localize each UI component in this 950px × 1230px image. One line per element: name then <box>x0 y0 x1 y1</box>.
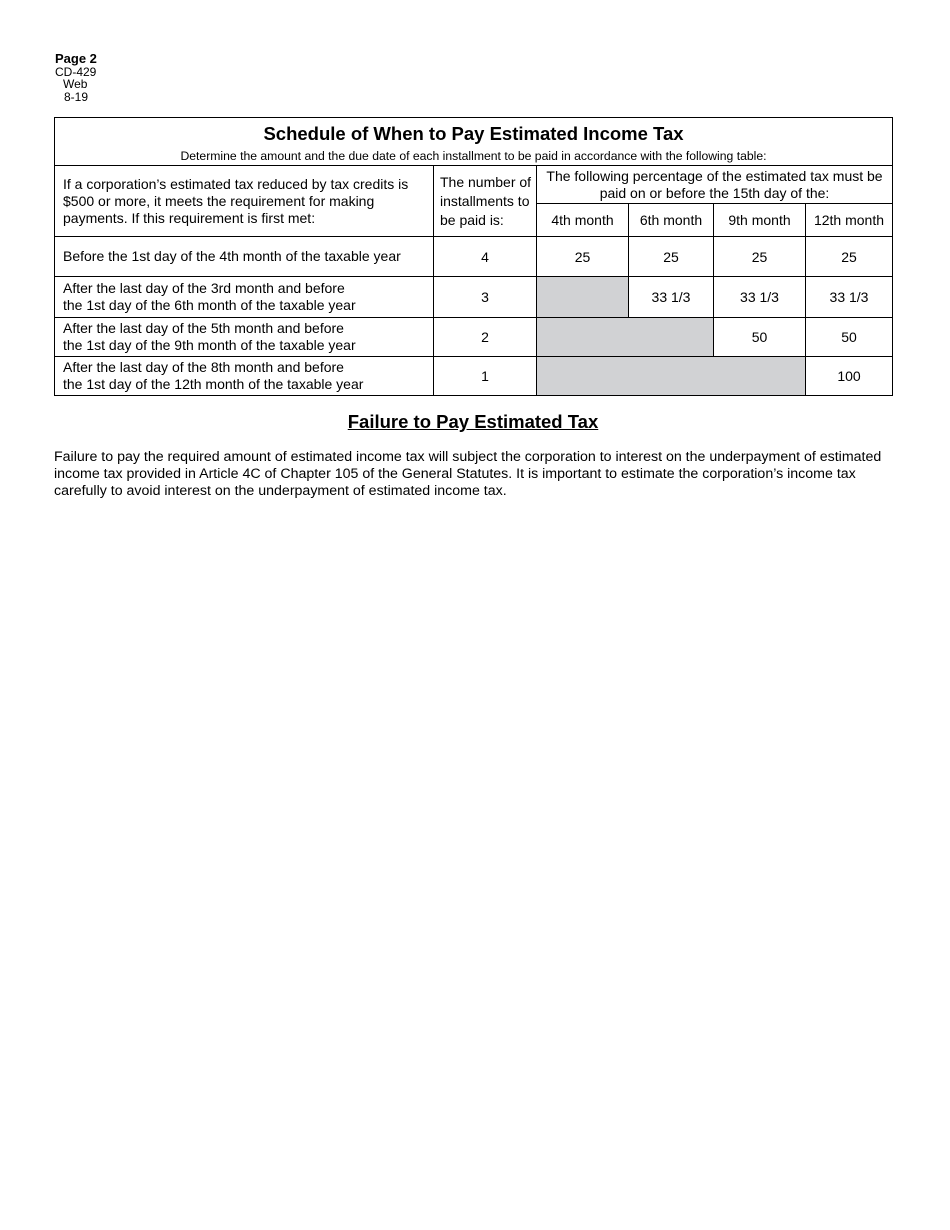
row-value: 100 <box>806 357 893 396</box>
shaded-cell <box>537 357 806 396</box>
row-value: 33 1/3 <box>629 277 714 318</box>
percentage-header: The following percentage of the estimated tax must be paid on or before the 15th day of the: <box>537 166 893 204</box>
row-value: 50 <box>806 318 893 357</box>
row-installments: 2 <box>434 318 537 357</box>
schedule-title-cell <box>55 118 893 166</box>
form-number: CD-429 <box>55 64 97 79</box>
schedule-subtitle: Determine the amount and the due date of each installment to be paid in accordance with the following table: <box>180 148 767 163</box>
row-value: 33 1/3 <box>714 277 806 318</box>
installments-header: The number of installments to be paid is: <box>434 166 537 237</box>
page-number: Page 2 <box>55 51 97 66</box>
shaded-cell <box>537 277 629 318</box>
row-value: 25 <box>629 237 714 277</box>
table-row <box>55 357 893 396</box>
condition-header: If a corporation’s estimated tax reduced by tax credits is $500 or more, it meets the requirement for making payments. If this requirement is first met: <box>55 166 434 237</box>
row-installments: 1 <box>434 357 537 396</box>
row-installments: 3 <box>434 277 537 318</box>
row-value: 25 <box>806 237 893 277</box>
row-condition: After the last day of the 8th month and before the 1st day of the 12th month of the taxable year <box>55 357 434 396</box>
month-header: 9th month <box>714 204 806 237</box>
table-row <box>55 318 893 357</box>
row-value: 25 <box>537 237 629 277</box>
table-row <box>55 277 893 318</box>
month-header: 4th month <box>537 204 629 237</box>
row-value: 25 <box>714 237 806 277</box>
failure-title: Failure to Pay Estimated Tax <box>347 411 599 432</box>
row-condition: After the last day of the 3rd month and before the 1st day of the 6th month of the taxable year <box>55 277 434 318</box>
form-date: 8-19 <box>64 89 89 104</box>
month-header: 12th month <box>806 204 893 237</box>
row-value: 33 1/3 <box>806 277 893 318</box>
row-condition: Before the 1st day of the 4th month of the taxable year <box>55 237 434 277</box>
schedule-title: Schedule of When to Pay Estimated Income Tax <box>263 122 684 144</box>
row-condition: After the last day of the 5th month and before the 1st day of the 9th month of the taxable year <box>55 318 434 357</box>
form-version: Web <box>63 77 88 91</box>
row-value: 50 <box>714 318 806 357</box>
form-header <box>55 53 97 103</box>
shaded-cell <box>537 318 714 357</box>
table-row <box>55 237 893 277</box>
row-installments: 4 <box>434 237 537 277</box>
failure-text: Failure to pay the required amount of estimated income tax will subject the corporation to interest on the underpayment of estimated income tax provided in Article 4C of Chapter 105 of the General Statutes. It is important to estimate the corporation’s income tax carefully to avoid interest on the underpayment of estimated income tax. <box>54 449 882 499</box>
schedule-table <box>54 117 893 396</box>
month-header: 6th month <box>629 204 714 237</box>
